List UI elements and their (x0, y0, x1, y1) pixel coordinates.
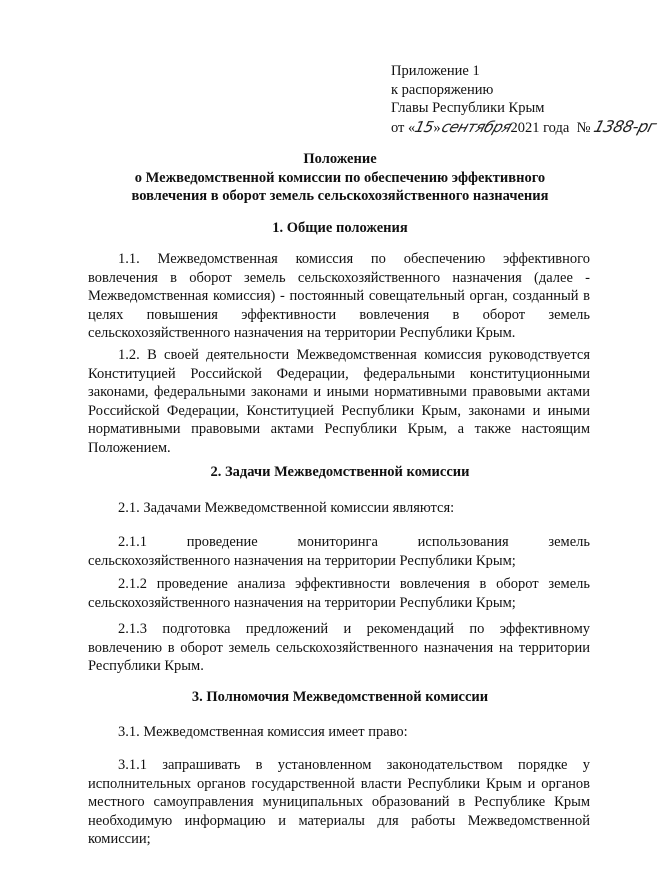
annex-line-2: к распоряжению (391, 81, 494, 98)
title-line-3: вовлечения в оборот земель сельскохозяйственного назначения (131, 188, 549, 204)
annex-block (391, 62, 658, 137)
section-1-heading: 1. Общие положения (272, 220, 408, 236)
title-line-2: о Межведомственной комиссии по обеспечению эффективного (134, 169, 546, 186)
document-title (60, 150, 620, 206)
paragraph-3-1: 3.1. Межведомственная комиссия имеет право: (118, 724, 408, 740)
paragraph-2-1-2: 2.1.2 проведение анализа эффективности вовлечения в оборот земель сельскохозяйственного назначения на территории Республики Крым; (88, 576, 590, 611)
annex-date-line (391, 116, 658, 138)
paragraph-2-1: 2.1. Задачами Межведомственной комиссии являются: (118, 500, 455, 516)
section-2-heading: 2. Задачи Межведомственной комиссии (210, 464, 470, 480)
paragraph-2-1-3: 2.1.3 подготовка предложений и рекомендаций по эффективному вовлечению в оборот земель сельскохозяйственного назначения на территории Республики Крым. (88, 621, 590, 674)
annex-line-1: Приложение 1 (391, 63, 480, 79)
date-prefix: от « (391, 119, 416, 136)
title-line-1: Положение (303, 151, 377, 167)
date-year: 2021 года (510, 119, 570, 136)
paragraph-2-1-1: 2.1.1 проведение мониторинга использования земель сельскохозяйственного назначения на территории Республики Крым; (88, 534, 590, 569)
date-mid: » (433, 119, 441, 136)
paragraph-3-1-1: 3.1.1 запрашивать в установленном законодательством порядке у исполнительных органов государственной власти Республики Крым и органов местного самоуправления муниципальных образований в Республике Крым необходимую информацию и материалы для работы Межведомственной комиссии; (88, 757, 590, 847)
handwritten-day: 15 (413, 117, 436, 136)
handwritten-month: сентября (438, 117, 514, 136)
paragraph-1-1: 1.1. Межведомственная комиссия по обеспечению эффективного вовлечения в оборот земель сельскохозяйственного назначения (далее - Межведомственная комиссия) - постоянный совещательный орган, созданный в целях повышения эффективности вовлечения в оборот земель сельскохозяйственного назначения на территории Республики Крым. (88, 251, 590, 341)
handwritten-number: 1388-рг (591, 116, 658, 136)
paragraph-1-2: 1.2. В своей деятельности Межведомственная комиссия руководствуется Конституцией Российской Федерации, федеральными конституционными законами, федеральными законами и иными нормативными правовыми актами Российской Федерации, Конституцией Республики Крым, законами и иными нормативными правовыми актами Республики Крым, а также настоящим Положением. (88, 347, 590, 456)
section-3-heading: 3. Полномочия Межведомственной комиссии (191, 689, 489, 705)
annex-line-3: Главы Республики Крым (391, 100, 545, 116)
number-prefix: № (576, 119, 591, 136)
